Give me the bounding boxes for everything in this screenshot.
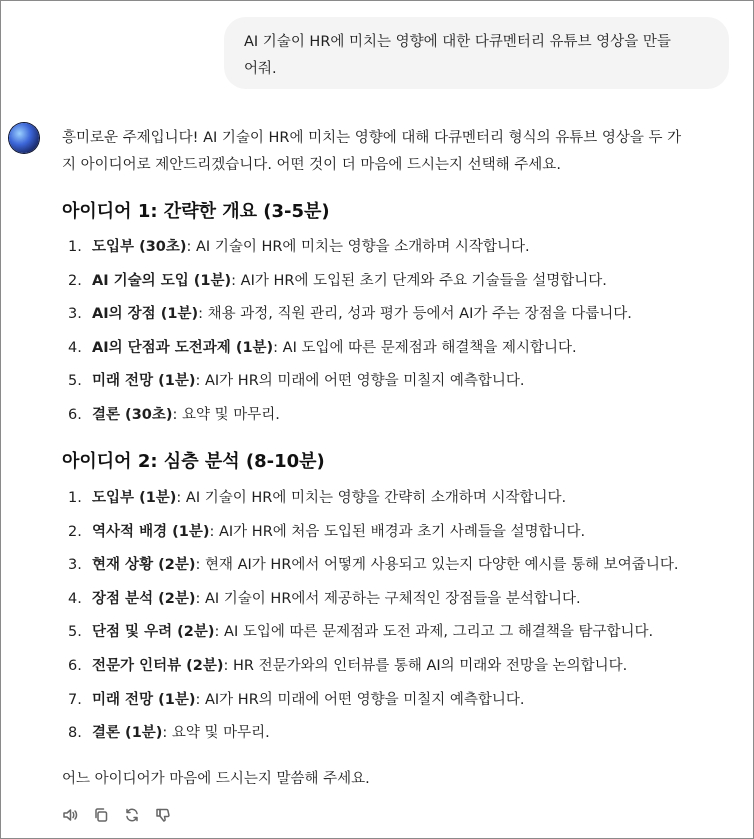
- idea-2-heading: 아이디어 2: 심층 분석 (8-10분): [62, 451, 325, 472]
- list-item: 6. 전문가 인터뷰 (2분): HR 전문가와의 인터뷰를 통해 AI의 미래와 전망을 논의합니다.: [68, 657, 628, 674]
- copy-icon: [93, 807, 109, 823]
- list-item: 2. 역사적 배경 (1분): AI가 HR에 처음 도입된 배경과 초기 사례들을 설명합니다.: [68, 523, 586, 540]
- list-item: 4. AI의 단점과 도전과제 (1분): AI 도입에 따른 문제점과 해결책을 제시합니다.: [68, 339, 577, 356]
- intro-line: 흥미로운 주제입니다! AI 기술이 HR에 미치는 영향에 대해 다큐멘터리 형식의 유튜브 영상을 두 가: [62, 130, 682, 146]
- copy-button[interactable]: [91, 805, 111, 825]
- list-item: 2. AI 기술의 도입 (1분): AI가 HR에 도입된 초기 단계와 주요 기술들을 설명합니다.: [68, 272, 607, 289]
- speaker-icon: [62, 807, 78, 823]
- idea-1-steps: [62, 231, 734, 433]
- thumbs-down-button[interactable]: [153, 805, 173, 825]
- message-actions: [60, 805, 173, 825]
- list-item: 5. 미래 전망 (1분): AI가 HR의 미래에 어떤 영향을 미칠지 예측합니다.: [68, 373, 525, 390]
- regenerate-icon: [124, 807, 140, 823]
- idea-2-steps: [62, 482, 734, 751]
- thumbs-down-icon: [155, 807, 171, 823]
- list-item: 1. 도입부 (1분): AI 기술이 HR에 미치는 영향을 간략히 소개하며 시작합니다.: [68, 490, 567, 506]
- user-message-line: 어줘.: [244, 61, 277, 77]
- list-item: 5. 단점 및 우려 (2분): AI 도입에 따른 문제점과 도전 과제, 그리고 그 해결책을 탐구합니다.: [68, 624, 654, 641]
- list-item: 3. 현재 상황 (2분): 현재 AI가 HR에서 어떻게 사용되고 있는지 다양한 예시를 통해 보여줍니다.: [68, 557, 679, 574]
- intro-line: 지 아이디어로 제안드리겠습니다. 어떤 것이 더 마음에 드시는지 선택해 주세요.: [62, 157, 561, 173]
- assistant-avatar: [9, 123, 39, 153]
- regenerate-button[interactable]: [122, 805, 142, 825]
- list-item: 4. 장점 분석 (2분): AI 기술이 HR에서 제공하는 구체적인 장점들을 분석합니다.: [68, 590, 581, 607]
- read-aloud-button[interactable]: [60, 805, 80, 825]
- list-item: 3. AI의 장점 (1분): 채용 과정, 직원 관리, 성과 평가 등에서 AI가 주는 장점을 다룹니다.: [68, 306, 632, 323]
- assistant-message: [62, 125, 734, 787]
- list-item: 7. 미래 전망 (1분): AI가 HR의 미래에 어떤 영향을 미칠지 예측합니다.: [68, 691, 525, 708]
- list-item: 1. 도입부 (30초): AI 기술이 HR에 미치는 영향을 소개하며 시작합니다.: [68, 239, 530, 255]
- idea-1-heading: 아이디어 1: 간략한 개요 (3-5분): [62, 201, 330, 222]
- list-item: 6. 결론 (30초): 요약 및 마무리.: [68, 406, 280, 423]
- user-message-bubble: [224, 17, 729, 89]
- user-message-line: AI 기술이 HR에 미치는 영향에 대한 다큐멘터리 유튜브 영상을 만들: [244, 34, 671, 50]
- closing-text: 어느 아이디어가 마음에 드시는지 말씀해 주세요.: [62, 771, 370, 787]
- list-item: 8. 결론 (1분): 요약 및 마무리.: [68, 725, 270, 742]
